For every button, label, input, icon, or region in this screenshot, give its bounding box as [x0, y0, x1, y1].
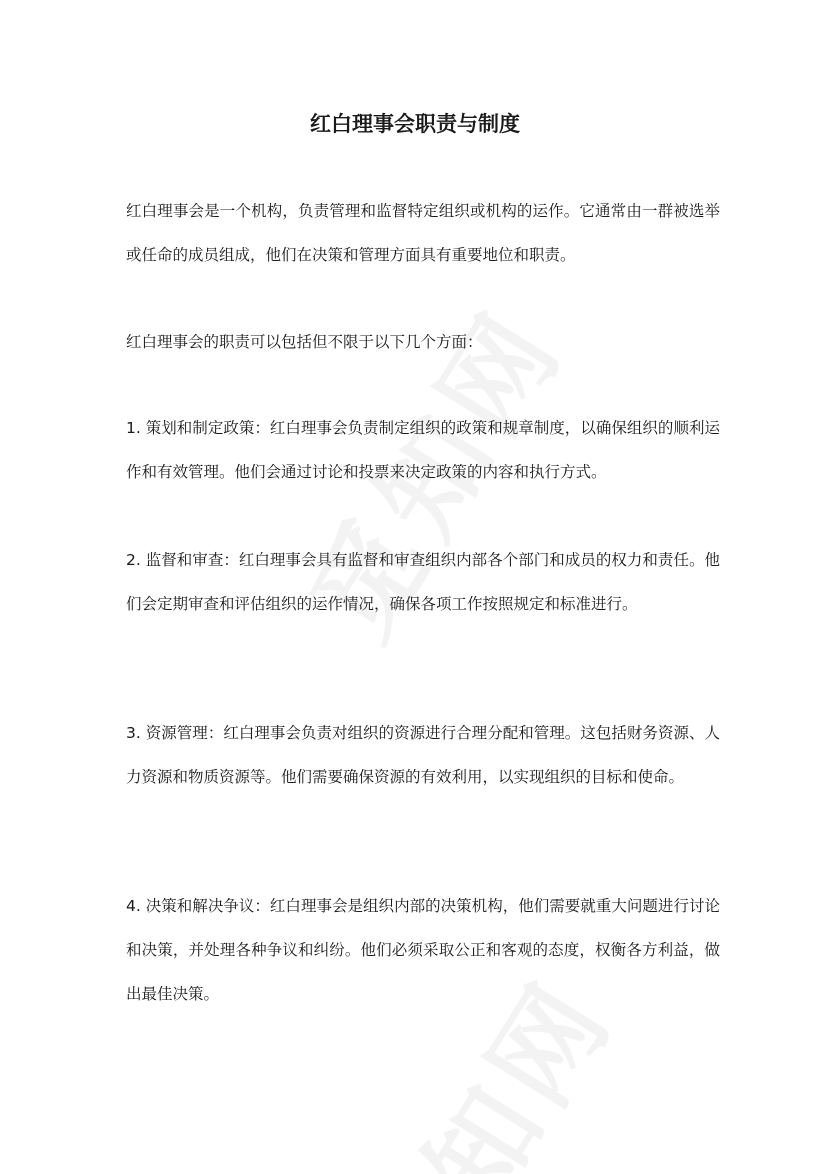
- document-title: 红白理事会职责与制度: [310, 112, 520, 136]
- intro-paragraph: 红白理事会是一个机构，负责管理和监督特定组织或机构的运作。它通常由一群被选举或任命的成员组成，他们在决策和管理方面具有重要地位和职责。: [126, 202, 720, 264]
- list-item-supervision: 2. 监督和审查：红白理事会具有监督和审查组织内部各个部门和成员的权力和责任。他们会定期审查和评估组织的运作情况，确保各项工作按照规定和标准进行。: [126, 551, 720, 613]
- list-item-decisions: 4. 决策和解决争议：红白理事会是组织内部的决策机构，他们需要就重大问题进行讨论和决策，并处理各种争议和纠纷。他们必须采取公正和客观的态度，权衡各方利益，做出最佳决策。: [126, 897, 720, 1003]
- responsibilities-intro: 红白理事会的职责可以包括但不限于以下几个方面：: [126, 333, 483, 351]
- list-item-resources: 3. 资源管理：红白理事会负责对组织的资源进行合理分配和管理。这包括财务资源、人力资源和物质资源等。他们需要确保资源的有效利用，以实现组织的目标和使命。: [126, 724, 720, 786]
- list-item-policy: 1. 策划和制定政策：红白理事会负责制定组织的政策和规章制度，以确保组织的顺利运作和有效管理。他们会通过讨论和投票来决定政策的内容和执行方式。: [126, 419, 720, 481]
